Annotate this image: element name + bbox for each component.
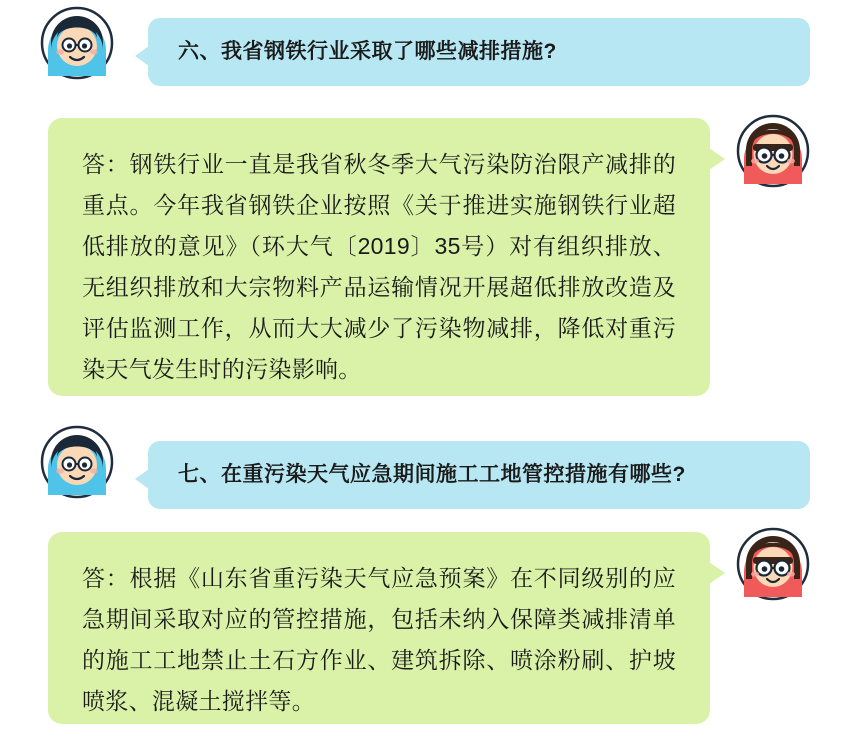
boy-avatar-icon	[40, 425, 114, 499]
question-text-1: 六、我省钢铁行业采取了哪些减排措施?	[178, 40, 557, 64]
answer-text-1: 答：钢铁行业一直是我省秋冬季大气污染防治限产减排的重点。今年我省钢铁企业按照《关于推进实施钢铁行业超低排放的意见》（环大气〔2019〕35号）对有组织排放、无组织排放和大宗物料产品运输情况开展超低排放改造及评估监测工作，从而大大减少了污染物减排，降低对重污染天气发生时的污染影响。	[82, 151, 676, 382]
girl-avatar-icon	[736, 527, 810, 601]
answer-bubble-1	[48, 118, 710, 396]
question-bubble-2	[148, 441, 810, 509]
answer-bubble-2	[48, 532, 710, 724]
boy-avatar-icon	[40, 6, 114, 80]
question-text-2: 七、在重污染天气应急期间施工工地管控措施有哪些?	[178, 463, 686, 487]
question-bubble-1	[148, 18, 810, 86]
girl-avatar-icon	[736, 114, 810, 188]
answer-text-2: 答：根据《山东省重污染天气应急预案》在不同级别的应急期间采取对应的管控措施，包括未纳入保障类减排清单的施工工地禁止土石方作业、建筑拆除、喷涂粉刷、护坡喷浆、混凝土搅拌等。	[82, 565, 676, 714]
